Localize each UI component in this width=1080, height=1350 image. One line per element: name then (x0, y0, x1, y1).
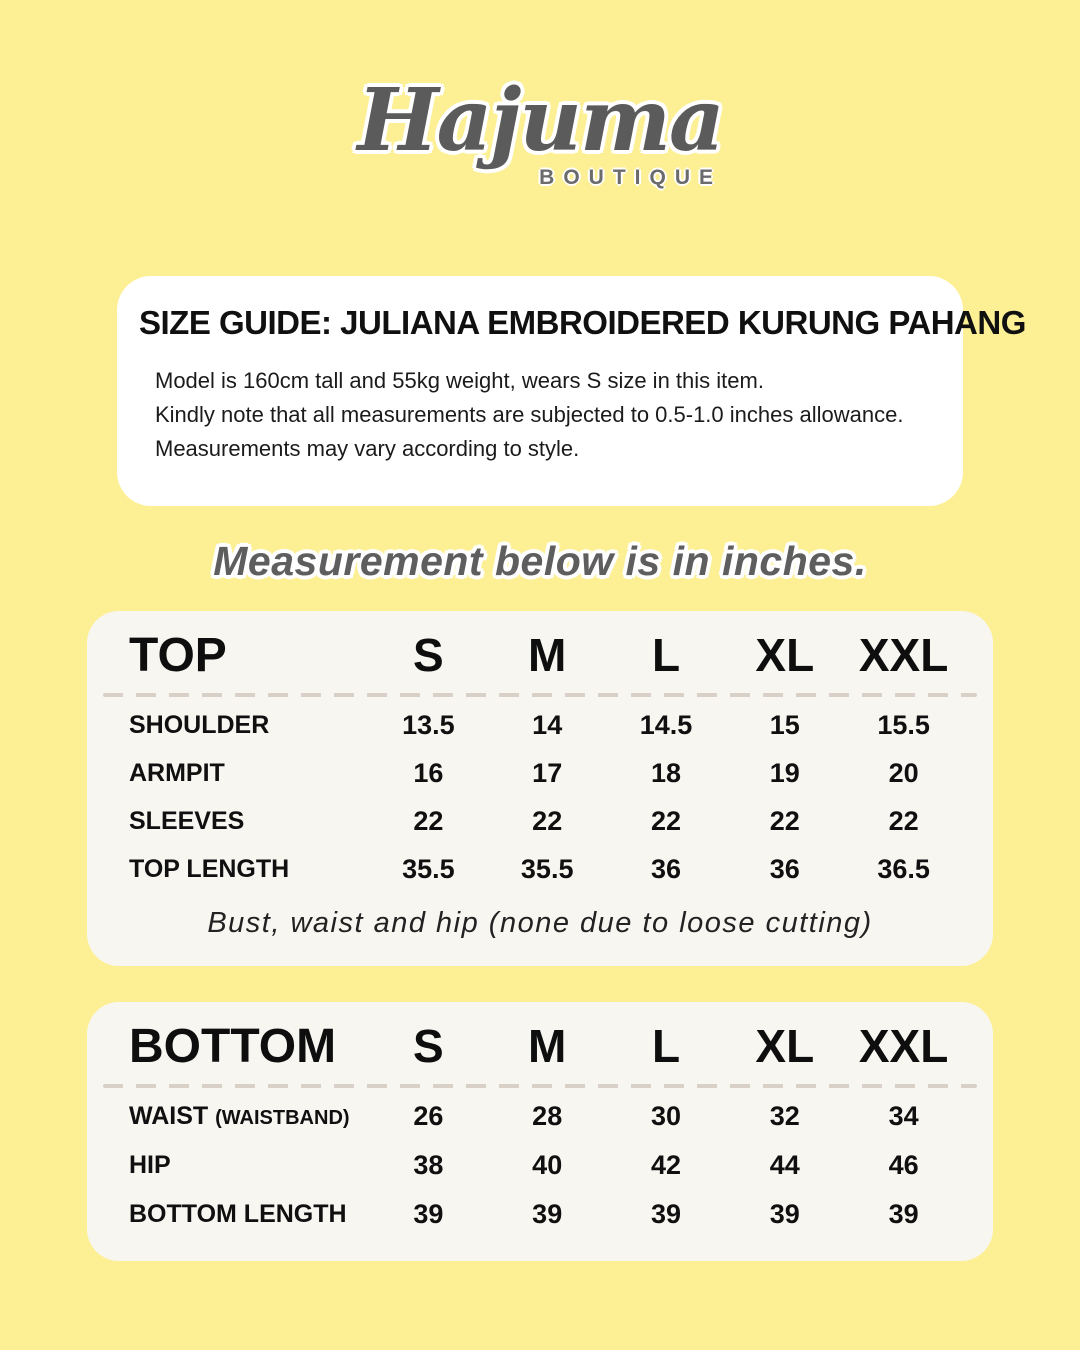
cell-value: 30 (650, 1101, 682, 1132)
cell-value: 32 (769, 1101, 800, 1132)
cell-value: 22 (413, 805, 444, 836)
cell-value: 36.5 (877, 853, 930, 884)
cell-value: 14.5 (639, 709, 693, 740)
cell-value: 18 (650, 757, 682, 788)
cell-value: 14 (532, 709, 563, 740)
row-label: SLEEVES (129, 806, 245, 835)
cell-value: 22 (769, 805, 800, 836)
cell-value: 17 (532, 757, 563, 788)
cell-value: 19 (769, 757, 800, 788)
cell-value: 44 (769, 1150, 800, 1181)
table-row-bottom-length (117, 1190, 963, 1239)
bottom-table-title: BOTTOM (129, 1019, 337, 1073)
cell-value: 39 (888, 1199, 919, 1230)
units-heading: Measurement below is in inches. (213, 538, 867, 585)
cell-value: 13.5 (402, 709, 455, 740)
top-col-l: L (651, 629, 681, 682)
bottom-col-l: L (651, 1020, 681, 1073)
brand-script-wordmark: Hajuma (357, 70, 723, 171)
table-row-shoulder (117, 701, 963, 749)
row-label: HIP (129, 1151, 171, 1180)
cell-value: 36 (650, 853, 682, 884)
table-row-waist (117, 1092, 963, 1141)
row-label (117, 1102, 369, 1131)
top-size-table (87, 611, 993, 966)
row-label: BOTTOM LENGTH (129, 1200, 347, 1229)
table-row-armpit (117, 749, 963, 797)
brand-subtext: BOUTIQUE (539, 166, 722, 189)
cell-value: 36 (769, 853, 800, 884)
cell-value: 35.5 (520, 853, 574, 884)
cell-value: 22 (532, 805, 563, 836)
bottom-size-table (87, 1002, 993, 1261)
cell-value: 26 (413, 1101, 444, 1132)
dashed-divider (103, 1084, 977, 1088)
top-col-xl: XL (755, 629, 815, 682)
size-guide-title: SIZE GUIDE: JULIANA EMBROIDERED KURUNG PAHANG (139, 304, 1026, 341)
table-row-top-length (117, 845, 963, 893)
cell-value: 28 (532, 1101, 563, 1132)
row-label: TOP LENGTH (129, 854, 290, 883)
table-row-hip (117, 1141, 963, 1190)
bottom-table-header-row (117, 1014, 963, 1078)
size-guide-info-card (117, 276, 1026, 506)
cell-value: 22 (888, 805, 919, 836)
top-table-title: TOP (129, 628, 227, 682)
cell-value: 20 (888, 757, 919, 788)
cell-value: 15 (769, 709, 800, 740)
cell-value: 34 (888, 1101, 919, 1132)
top-table-note: Bust, waist and hip (none due to loose cutting) (207, 907, 873, 940)
cell-value: 39 (650, 1199, 682, 1230)
cell-value: 46 (888, 1150, 919, 1181)
cell-value: 39 (769, 1199, 800, 1230)
cell-value: 16 (413, 757, 444, 788)
cell-value: 39 (532, 1199, 563, 1230)
top-col-m: M (528, 629, 567, 682)
bottom-col-xl: XL (755, 1020, 815, 1073)
top-table-header-row (117, 623, 963, 687)
info-line-model: Model is 160cm tall and 55kg weight, wears S size in this item. (155, 368, 764, 393)
top-col-s: S (413, 629, 444, 682)
top-col-xxl: XXL (858, 629, 949, 682)
row-label-suffix: (WAISTBAND) (215, 1107, 350, 1130)
cell-value: 40 (532, 1150, 563, 1181)
cell-value: 39 (413, 1199, 444, 1230)
cell-value: 15.5 (877, 709, 930, 740)
row-label: SHOULDER (129, 710, 270, 739)
cell-value: 35.5 (402, 853, 455, 884)
bottom-col-s: S (413, 1020, 444, 1073)
bottom-col-xxl: XXL (858, 1020, 949, 1073)
bottom-col-m: M (528, 1020, 567, 1073)
cell-value: 38 (413, 1150, 444, 1181)
cell-value: 42 (650, 1150, 682, 1181)
table-row-sleeves (117, 797, 963, 845)
brand-logo (0, 0, 1080, 190)
info-line-variance: Measurements may vary according to style. (155, 436, 580, 462)
row-label: ARMPIT (129, 758, 225, 787)
dashed-divider (103, 693, 977, 697)
cell-value: 22 (650, 805, 682, 836)
info-line-allowance: Kindly note that all measurements are subjected to 0.5-1.0 inches allowance. (155, 402, 904, 428)
row-label-main: WAIST (129, 1102, 209, 1131)
info-notes (155, 364, 929, 466)
